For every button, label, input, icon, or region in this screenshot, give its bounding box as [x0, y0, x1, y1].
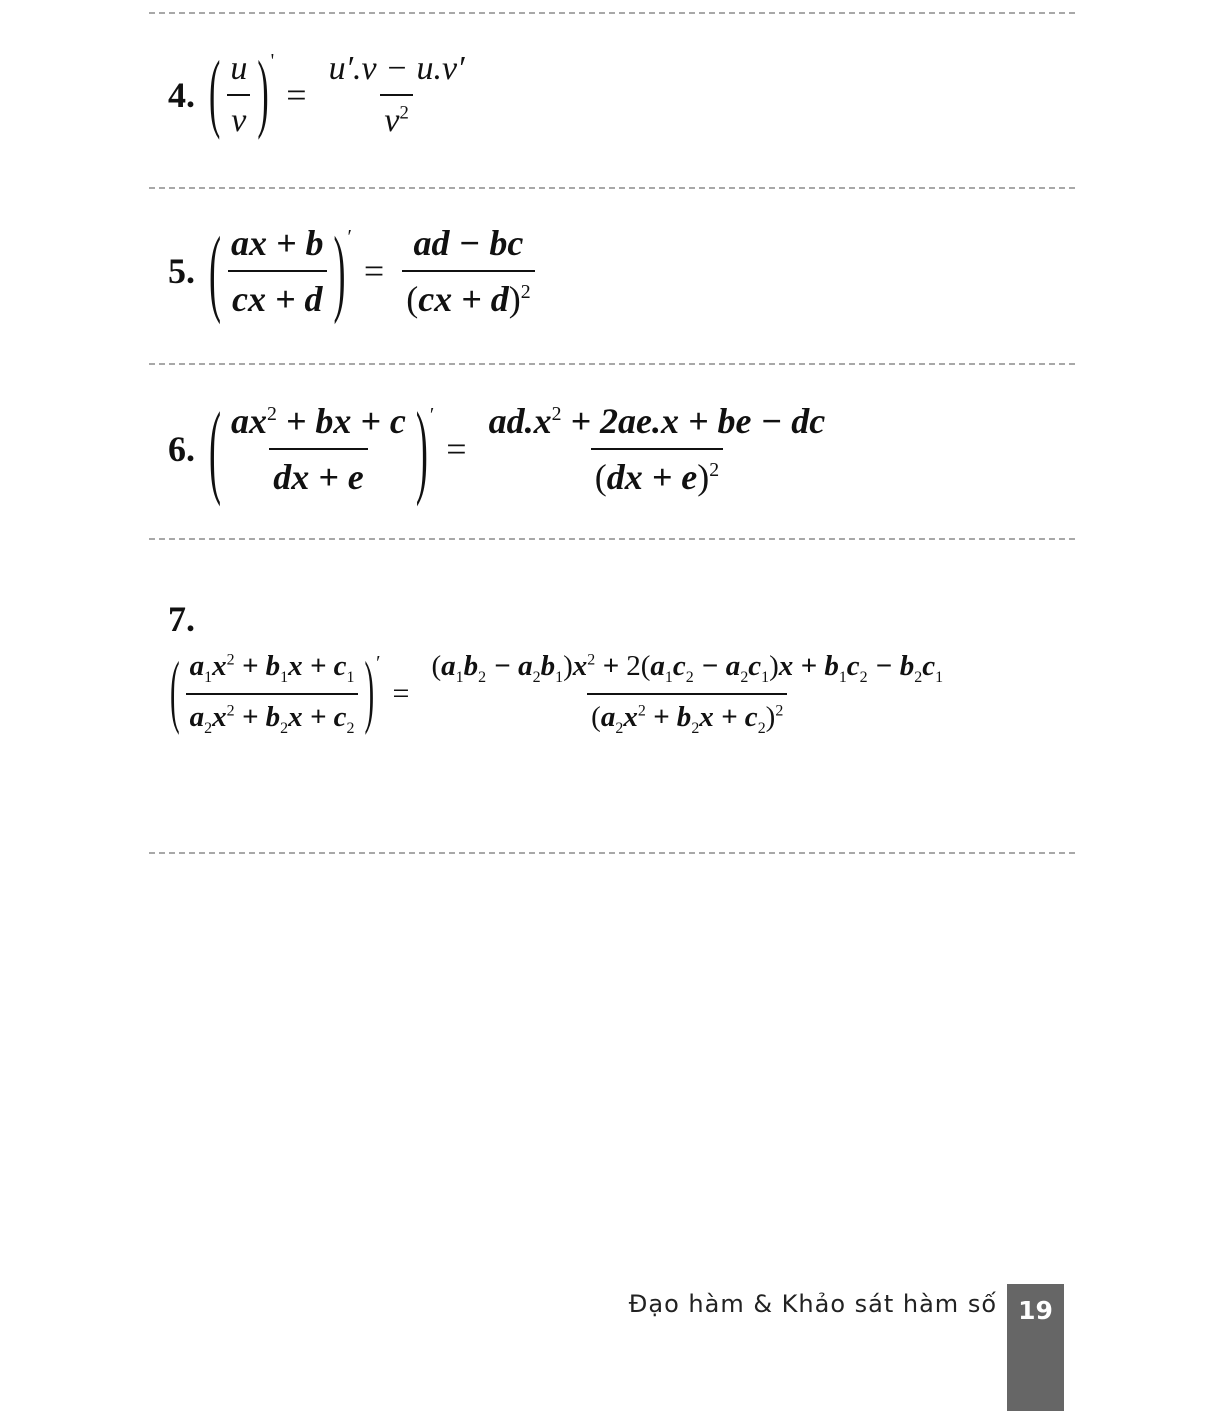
formula-4: 4. ( $\frac{u}{v}$ ) ' = $\frac{u'.v - u.v'}{v^2}$: [168, 50, 475, 140]
page-number-tab: [1007, 1284, 1064, 1411]
formula-number: 4.: [168, 75, 195, 115]
fraction: $\frac{u'.v - u.v'}{v^2}$: [328, 50, 465, 139]
fraction: $\frac{ad - bc}{(cx + d)^2}$: [402, 222, 534, 320]
formula-number: 5.: [168, 251, 195, 291]
fraction: $\frac{(a_1b_2 - a_2b_1)x^2 + 2(a_1c_2 - a_2c_1)x + b_1c_2 - b_2c_1}{(a_2x^2 + b_2x + c_2)^2}$: [431, 650, 944, 737]
formula-number: 6.: [168, 429, 195, 469]
derivative-lhs: ( $\frac{a_1x^2 + b_1x + c_1}{a_2x^2 + b_2x + c_2}$ ) ′: [170, 647, 381, 738]
formula-6: 6. ( $\frac{ax^2 + bx + c}{dx + e}$ ) ′ = $\frac{ad.x^2 + 2ae.x + be - dc}{(dx + e)^2}$: [168, 400, 835, 498]
formula-7: ( $\frac{a_1x^2 + b_1x + c_1}{a_2x^2 + b_2x + c_2}$ ) ′ = $\frac{(a_1b_2 - a_2b_1)x^2 + 2(a_1c_2 - a_2c_1)x + b_1c_2 - b_2c_1}{(a_2x^2 + b_2x + c_2)^2}$: [170, 650, 953, 738]
fraction: $\frac{ax^2 + bx + c}{dx + e}$: [231, 401, 406, 497]
page-number: 19: [1018, 1296, 1053, 1325]
separator-line: [149, 12, 1075, 14]
derivative-lhs: ( $\frac{ax + b}{cx + d}$ ) ′: [209, 217, 352, 325]
separator-line: [149, 852, 1075, 854]
fraction: $\frac{a_1x^2 + b_1x + c_1}{a_2x^2 + b_2x + c_2}$: [186, 650, 359, 738]
fraction: $\frac{ax + b}{cx + d}$: [227, 222, 328, 320]
separator-line: [149, 538, 1075, 540]
formula-5: 5. ( $\frac{ax + b}{cx + d}$ ) ′ = $\frac{ad - bc}{(cx + d)^2}$: [168, 222, 541, 320]
fraction: $\frac{u}{v}$: [226, 50, 251, 140]
derivative-lhs: ( $\frac{u}{v}$ ) ': [209, 45, 275, 142]
formula-number: 7.: [168, 599, 195, 639]
separator-line: [149, 187, 1075, 189]
separator-line: [149, 363, 1075, 365]
fraction: $\frac{ad.x^2 + 2ae.x + be - dc}{(dx + e)^2}$: [488, 401, 826, 497]
footer-title: Đạo hàm & Khảo sát hàm số: [628, 1290, 997, 1318]
derivative-lhs: ( $\frac{ax^2 + bx + c}{dx + e}$ ) ′: [209, 391, 435, 507]
